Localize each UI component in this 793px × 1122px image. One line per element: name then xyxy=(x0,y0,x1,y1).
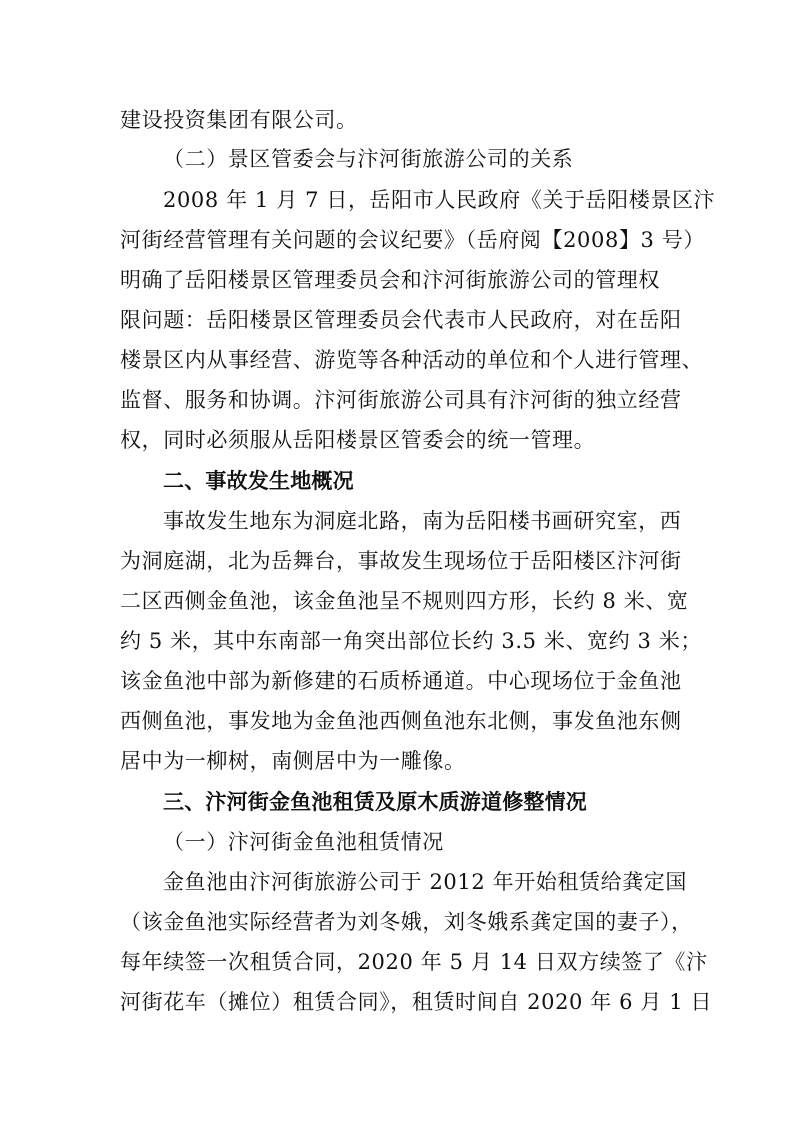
paragraph-line: 楼景区内从事经营、游览等各种活动的单位和个人进行管理、 xyxy=(120,348,704,372)
paragraph-line: 居中为一柳树，南侧居中为一雕像。 xyxy=(120,749,466,773)
paragraph-line: 每年续签一次租赁合同，2020 年 5 月 14 日双方续签了《汴 xyxy=(120,950,708,974)
paragraph-line: 明确了岳阳楼景区管理委员会和汴河街旅游公司的管理权 xyxy=(120,268,660,292)
paragraph-line: 权，同时必须服从岳阳楼景区管委会的统一管理。 xyxy=(120,428,596,452)
paragraph-line: 河街花车（摊位）租赁合同》，租赁时间自 2020 年 6 月 1 日 xyxy=(120,990,713,1014)
paragraph-line: 该金鱼池中部为新修建的石质桥通道。中心现场位于金鱼池 xyxy=(120,669,682,693)
paragraph-line: 限问题：岳阳楼景区管理委员会代表市人民政府，对在岳阳 xyxy=(120,308,682,332)
paragraph-line: 2008 年 1 月 7 日，岳阳市人民政府《关于岳阳楼景区汴 xyxy=(163,188,716,212)
paragraph-line: 建设投资集团有限公司。 xyxy=(120,108,358,132)
subsection-heading: （二）景区管委会与汴河街旅游公司的关系 xyxy=(163,147,574,171)
paragraph-line: 约 5 米，其中东南部一角突出部位长约 3.5 米、宽约 3 米； xyxy=(120,629,702,653)
paragraph-line: 西侧鱼池，事发地为金鱼池西侧鱼池东北侧，事发鱼池东侧 xyxy=(120,709,682,733)
section-heading: 二、事故发生地概况 xyxy=(163,469,354,493)
paragraph-line: 金鱼池由汴河街旅游公司于 2012 年开始租赁给龚定国 xyxy=(163,870,687,894)
section-heading: 三、汴河街金鱼池租赁及原木质游道修整情况 xyxy=(163,790,587,814)
subsection-heading: （一）汴河街金鱼池租赁情况 xyxy=(163,830,444,854)
paragraph-line: 二区西侧金鱼池，该金鱼池呈不规则四方形，长约 8 米、宽 xyxy=(120,589,689,613)
paragraph-line: 事故发生地东为洞庭北路，南为岳阳楼书画研究室，西 xyxy=(163,509,682,533)
paragraph-line: 河街经营管理有关问题的会议纪要》（岳府阅【2008】3 号） xyxy=(120,228,705,252)
paragraph-line: （该金鱼池实际经营者为刘冬娥，刘冬娥系龚定国的妻子）， xyxy=(120,910,693,934)
paragraph-line: 为洞庭湖，北为岳舞台，事故发生现场位于岳阳楼区汴河街 xyxy=(120,549,682,573)
paragraph-line: 监督、服务和协调。汴河街旅游公司具有汴河街的独立经营 xyxy=(120,388,682,412)
